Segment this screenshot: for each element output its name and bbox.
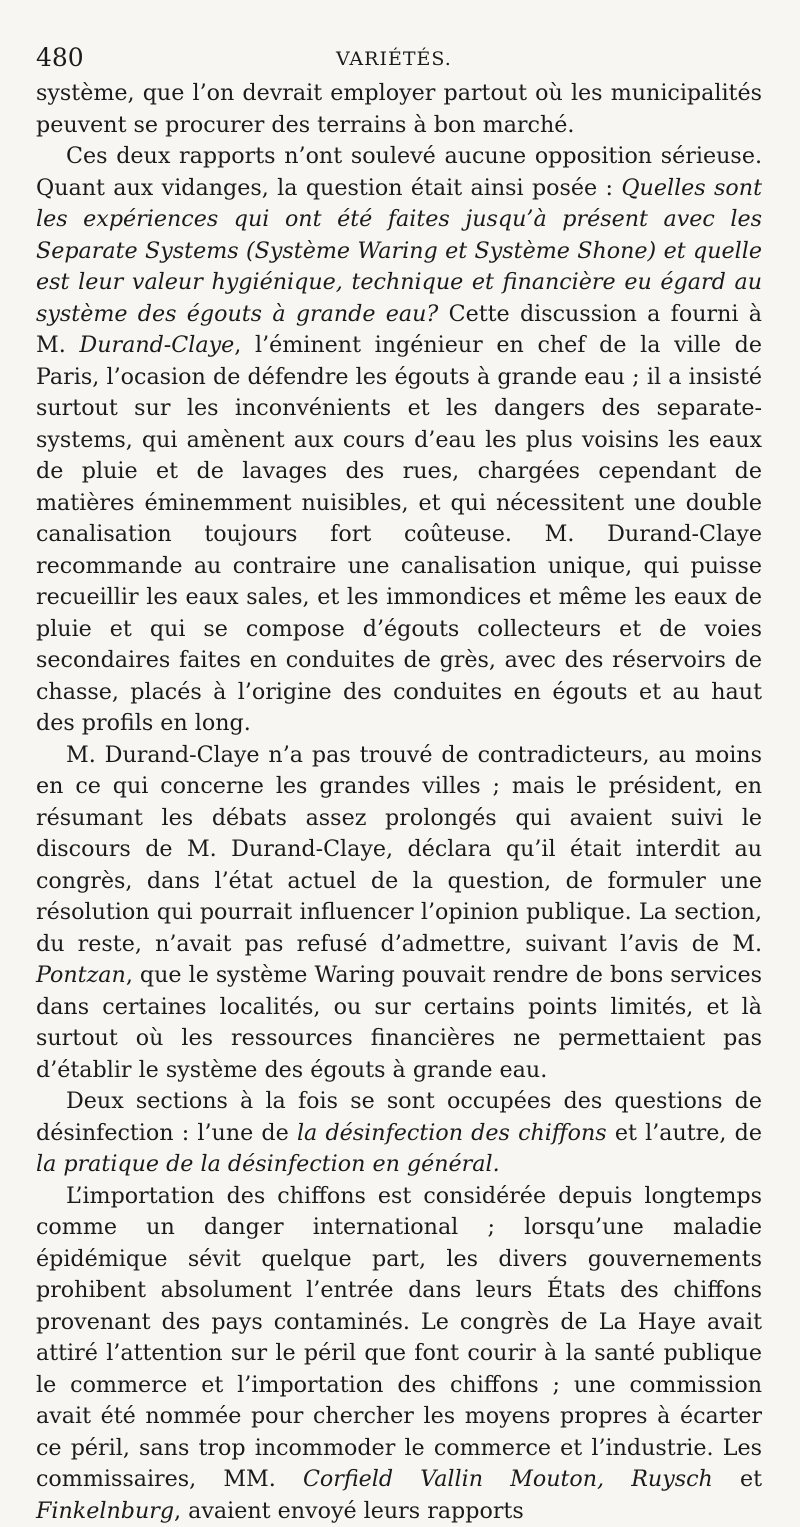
text-run: système, que l’on devrait employer partout où les municipalités peuvent se procurer des terrains à bon marché. [36,80,762,138]
paragraph [36,1086,762,1181]
paragraph [36,740,762,1087]
italic-text: la désinfection des chiffons [297,1120,607,1146]
italic-text: Pontzan [36,962,126,988]
page-number: 480 [36,42,84,74]
text-run: Ces deux rapports n’ont soulevé aucune opposition sérieuse. Quant aux vidanges, la question était ainsi posée : [36,143,762,201]
page-header [36,42,762,78]
text-run: , l’éminent ingénieur en chef de la ville de Paris, l’ocasion de défendre les égouts à grande eau ; il a insisté surtout sur les inconvénients et les dangers des separate-systems, qui amènent aux cours d’eau les plus voisins les eaux de pluie et de lavages des rues, chargées cependant de matières éminemment nuisibles, et qui nécessitent une double canalisation toujours fort coûteuse. M. Durand-Claye recommande au contraire une canalisation unique, qui puisse recueillir les eaux sales, et les immondices et même les eaux de pluie et qui se compose d’égouts collecteurs et de voies secondaires faites en conduites de grès, avec des réservoirs de chasse, placés à l’origine des conduites en égouts et au haut des profils en long. [36,332,762,736]
text-run: Deux sections à la fois se sont occupées des questions de désinfection : l’une de [36,1088,762,1146]
text-run: , que le système Waring pouvait rendre de bons services dans certaines localités, ou sur certains points limités, et là surtout où les ressources financières ne permettaient pas d’établir le système des égouts à grande eau. [36,962,762,1083]
text-run: et [713,1466,762,1492]
body-text [36,78,762,1527]
text-run: Cette discussion a fourni à M. [36,301,762,359]
italic-text: Finkelnburg [36,1498,174,1524]
italic-text: Corfield Vallin Mouton, Ruysch [303,1466,713,1492]
italic-text: la pratique de la désinfection en général. [36,1151,500,1177]
text-run: et l’autre, de [607,1120,762,1146]
paragraph [36,78,762,141]
text-run: , avaient envoyé leurs rapports [174,1498,524,1524]
running-head: VARIÉTÉS. [336,46,452,72]
text-run: L’importation des chiffons est considérée depuis longtemps comme un danger international ; lorsqu’une maladie épidémique sévit quelque part, les divers gouvernements prohibent absolument l’entrée dans leurs États des chiffons provenant des pays contaminés. Le congrès de La Haye avait attiré l’attention sur le péril que font courir à la santé publique le commerce et l’importation des chiffons ; une commission avait été nommée pour chercher les moyens propres à écarter ce péril, sans trop incommoder le commerce et l’industrie. Les commissaires, MM. [36,1183,762,1493]
paragraph [36,141,762,740]
italic-text: Durand-Claye [79,332,234,358]
text-run: M. Durand-Claye n’a pas trouvé de contradicteurs, au moins en ce qui concerne les grandes villes ; mais le président, en résumant les débats assez prolongés qui avaient suivi le discours de M. Durand-Claye, déclara qu’il était interdit au congrès, dans l’état actuel de la question, de formuler une résolution qui pourrait influencer l’opinion publique. La section, du reste, n’avait pas refusé d’admettre, suivant l’avis de M. [36,742,762,957]
paragraph [36,1181,762,1527]
italic-text: Quelles sont les expériences qui ont été faites jusqu’à présent avec les Separate Systems (Système Waring et Système Shone) et quelle est leur valeur hygiénique, technique et financière eu égard au système des égouts à grande eau? [36,175,762,327]
